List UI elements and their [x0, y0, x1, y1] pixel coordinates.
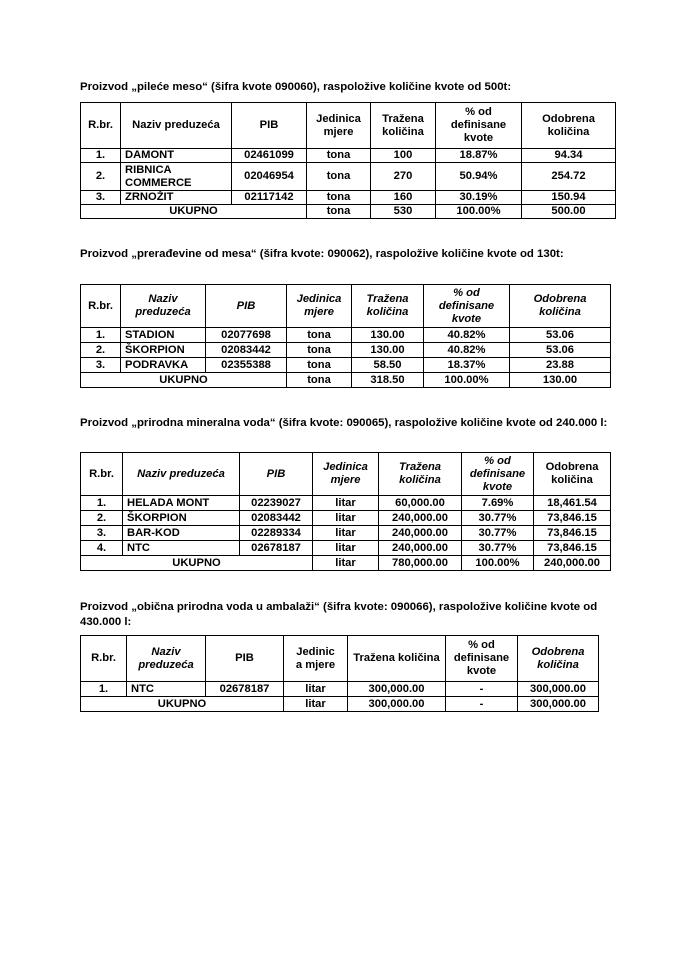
cell-jedinica: litar	[313, 496, 379, 511]
table-row	[81, 541, 611, 556]
col-naziv: Naziv preduzeća	[121, 285, 206, 328]
total-label: UKUPNO	[81, 373, 287, 388]
cell-trazena: 240,000.00	[379, 541, 462, 556]
total-label: UKUPNO	[81, 697, 284, 712]
quota-table-mineralna-voda	[80, 452, 611, 571]
cell-naziv: PODRAVKA	[121, 358, 206, 373]
total-trazena: 530	[371, 205, 436, 219]
col-pct: % od definisane kvote	[462, 453, 534, 496]
cell-odobrena: 23.88	[510, 358, 611, 373]
cell-odobrena: 73,846.15	[534, 511, 611, 526]
col-pct: % od definisane kvote	[446, 636, 518, 682]
table-row	[81, 682, 599, 697]
table-header-row	[81, 636, 599, 682]
total-odobrena: 500.00	[522, 205, 616, 219]
col-jedinica: Jedinica mjere	[287, 285, 352, 328]
cell-jedinica: tona	[287, 328, 352, 343]
cell-pib: 02046954	[232, 163, 307, 191]
col-naziv-line-1: Naziv	[151, 645, 181, 658]
table-total-row	[81, 205, 616, 219]
total-jedinica: tona	[287, 373, 352, 388]
col-pib: PIB	[206, 285, 287, 328]
col-pib: PIB	[240, 453, 313, 496]
section-heading: Proizvod „pileće meso“ (šifra kvote 090060), raspoložive količine kvote od 500t:	[80, 81, 512, 93]
col-rbr: R.br.	[81, 453, 123, 496]
quota-table-obicna-voda	[80, 635, 599, 712]
total-label: UKUPNO	[81, 205, 307, 219]
cell-jedinica: litar	[313, 541, 379, 556]
table-row	[81, 191, 616, 205]
col-naziv	[127, 636, 206, 682]
col-pct: % od definisane kvote	[436, 103, 522, 149]
table-header-row	[81, 103, 616, 149]
cell-naziv: DAMONT	[121, 149, 232, 163]
col-trazena: Tražena količina	[352, 285, 424, 328]
cell-pct: 18.87%	[436, 149, 522, 163]
cell-pib: 02678187	[206, 682, 284, 697]
quota-table-preradjevine	[80, 284, 611, 388]
table-row	[81, 511, 611, 526]
cell-trazena: 130.00	[352, 328, 424, 343]
col-jedinica-line-1: Jedinic	[296, 645, 335, 658]
cell-pib: 02678187	[240, 541, 313, 556]
col-jedinica: Jedinica mjere	[313, 453, 379, 496]
col-odobrena: Odobrena količina	[522, 103, 616, 149]
cell-rbr: 3.	[81, 191, 121, 205]
cell-jedinica: tona	[307, 149, 371, 163]
cell-pct: 40.82%	[424, 328, 510, 343]
cell-naziv: ŠKORPION	[123, 511, 240, 526]
total-pct: 100.00%	[462, 556, 534, 571]
col-jedinica: Jedinica mjere	[307, 103, 371, 149]
cell-jedinica: litar	[284, 682, 348, 697]
cell-odobrena: 53.06	[510, 328, 611, 343]
cell-jedinica: litar	[313, 526, 379, 541]
cell-pct: 30.19%	[436, 191, 522, 205]
col-trazena: Tražena količina	[371, 103, 436, 149]
table-row	[81, 496, 611, 511]
cell-naziv: ZRNOŽIT	[121, 191, 232, 205]
total-pct: -	[446, 697, 518, 712]
table-row	[81, 343, 611, 358]
section-preradjevine	[80, 247, 615, 262]
cell-pib: 02083442	[240, 511, 313, 526]
cell-jedinica: tona	[287, 358, 352, 373]
cell-trazena: 160	[371, 191, 436, 205]
col-odobrena: Odobrena količina	[510, 285, 611, 328]
total-jedinica: litar	[284, 697, 348, 712]
table-row	[81, 149, 616, 163]
section-heading: Proizvod „obična prirodna voda u ambalaži“ (šifra kvote: 090066), raspoložive količine kvote od 430.000 l:	[80, 601, 598, 628]
col-pct: % od definisane kvote	[424, 285, 510, 328]
cell-pct: 30.77%	[462, 526, 534, 541]
cell-odobrena: 300,000.00	[518, 682, 599, 697]
col-naziv: Naziv preduzeća	[123, 453, 240, 496]
quota-table-pilece-meso	[80, 102, 616, 219]
table-total-row	[81, 373, 611, 388]
cell-pib: 02077698	[206, 328, 287, 343]
table-total-row	[81, 556, 611, 571]
table-header-row	[81, 285, 611, 328]
total-odobrena: 300,000.00	[518, 697, 599, 712]
cell-odobrena: 94.34	[522, 149, 616, 163]
cell-rbr: 1.	[81, 328, 121, 343]
table-row	[81, 358, 611, 373]
cell-trazena: 240,000.00	[379, 526, 462, 541]
col-rbr: R.br.	[81, 103, 121, 149]
col-rbr: R.br.	[81, 285, 121, 328]
total-label: UKUPNO	[81, 556, 313, 571]
cell-pib: 02289334	[240, 526, 313, 541]
cell-naziv: ŠKORPION	[121, 343, 206, 358]
cell-pib: 02083442	[206, 343, 287, 358]
cell-trazena: 60,000.00	[379, 496, 462, 511]
cell-trazena: 300,000.00	[348, 682, 446, 697]
cell-pct: 7.69%	[462, 496, 534, 511]
cell-jedinica: litar	[313, 511, 379, 526]
cell-rbr: 3.	[81, 358, 121, 373]
col-trazena: Tražena količina	[379, 453, 462, 496]
cell-naziv: BAR-KOD	[123, 526, 240, 541]
col-rbr: R.br.	[81, 636, 127, 682]
cell-odobrena: 73,846.15	[534, 526, 611, 541]
cell-naziv: RIBNICA COMMERCE	[121, 163, 232, 191]
cell-trazena: 100	[371, 149, 436, 163]
section-pilece-meso	[80, 80, 615, 95]
col-naziv: Naziv preduzeća	[121, 103, 232, 149]
total-odobrena: 240,000.00	[534, 556, 611, 571]
col-pib: PIB	[206, 636, 284, 682]
col-odobrena: Odobrena količina	[518, 636, 599, 682]
cell-pib: 02461099	[232, 149, 307, 163]
cell-jedinica: tona	[307, 191, 371, 205]
table-total-row	[81, 697, 599, 712]
total-trazena: 780,000.00	[379, 556, 462, 571]
total-odobrena: 130.00	[510, 373, 611, 388]
cell-pct: 30.77%	[462, 511, 534, 526]
section-heading: Proizvod „prerađevine od mesa“ (šifra kvote: 090062), raspoložive količine kvote od 130t:	[80, 248, 564, 260]
cell-naziv: STADION	[121, 328, 206, 343]
col-odobrena: Odobrena količina	[534, 453, 611, 496]
total-jedinica: litar	[313, 556, 379, 571]
cell-pct: 30.77%	[462, 541, 534, 556]
cell-rbr: 1.	[81, 682, 127, 697]
cell-rbr: 4.	[81, 541, 123, 556]
cell-jedinica: tona	[287, 343, 352, 358]
cell-rbr: 1.	[81, 149, 121, 163]
total-pct: 100.00%	[436, 205, 522, 219]
cell-odobrena: 53.06	[510, 343, 611, 358]
cell-odobrena: 254.72	[522, 163, 616, 191]
cell-naziv: NTC	[127, 682, 206, 697]
total-trazena: 318.50	[352, 373, 424, 388]
section-heading: Proizvod „prirodna mineralna voda“ (šifra kvote: 090065), raspoložive količine kvote od 240.000 l:	[80, 417, 608, 429]
cell-pib: 02239027	[240, 496, 313, 511]
col-naziv-line-2: preduzeća	[138, 658, 194, 671]
col-jedinica	[284, 636, 348, 682]
cell-trazena: 240,000.00	[379, 511, 462, 526]
cell-pct: 50.94%	[436, 163, 522, 191]
cell-odobrena: 18,461.54	[534, 496, 611, 511]
cell-rbr: 2.	[81, 511, 123, 526]
table-row	[81, 163, 616, 191]
col-trazena: Tražena količina	[348, 636, 446, 682]
table-row	[81, 328, 611, 343]
col-pib: PIB	[232, 103, 307, 149]
cell-jedinica: tona	[307, 163, 371, 191]
total-pct: 100.00%	[424, 373, 510, 388]
cell-pct: 18.37%	[424, 358, 510, 373]
cell-rbr: 1.	[81, 496, 123, 511]
cell-trazena: 270	[371, 163, 436, 191]
cell-pct: 40.82%	[424, 343, 510, 358]
table-header-row	[81, 453, 611, 496]
cell-rbr: 2.	[81, 163, 121, 191]
section-obicna-voda	[80, 600, 615, 630]
table-row	[81, 526, 611, 541]
col-jedinica-line-2: a mjere	[295, 658, 336, 671]
cell-pct: -	[446, 682, 518, 697]
cell-trazena: 130.00	[352, 343, 424, 358]
cell-rbr: 3.	[81, 526, 123, 541]
cell-pib: 02117142	[232, 191, 307, 205]
section-mineralna-voda	[80, 416, 615, 431]
cell-naziv: HELADA MONT	[123, 496, 240, 511]
total-jedinica: tona	[307, 205, 371, 219]
cell-pib: 02355388	[206, 358, 287, 373]
cell-rbr: 2.	[81, 343, 121, 358]
cell-trazena: 58.50	[352, 358, 424, 373]
cell-odobrena: 150.94	[522, 191, 616, 205]
total-trazena: 300,000.00	[348, 697, 446, 712]
cell-odobrena: 73,846.15	[534, 541, 611, 556]
cell-naziv: NTC	[123, 541, 240, 556]
